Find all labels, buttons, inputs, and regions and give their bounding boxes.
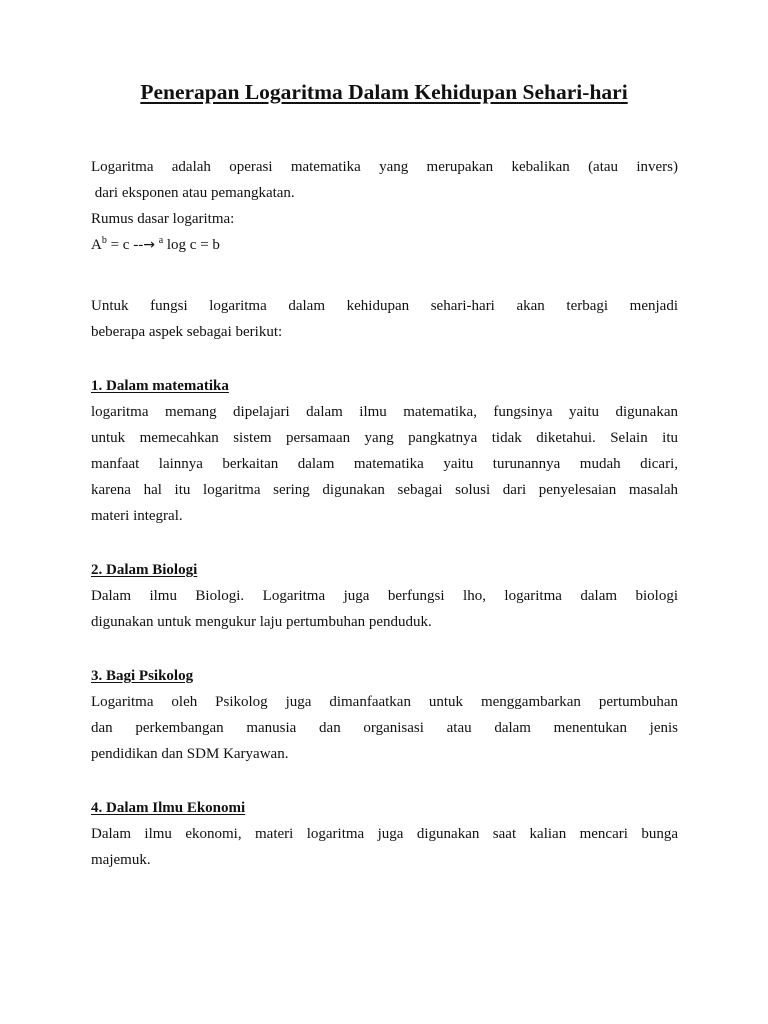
section-heading: 2. Dalam Biologi	[91, 562, 198, 578]
section-psychology	[91, 663, 678, 767]
section-line: digunakan untuk mengukur laju pertumbuhan penduduk.	[91, 614, 432, 630]
formula-base: A	[91, 237, 102, 253]
aspects-line: Untuk fungsi logaritma dalam kehidupan sehari-hari akan terbagi menjadi	[91, 298, 678, 314]
section-line: dan perkembangan manusia dan organisasi atau dalam menentukan jenis	[91, 720, 678, 736]
page-title: Penerapan Logaritma Dalam Kehidupan Sehari-hari	[140, 80, 628, 104]
section-line: majemuk.	[91, 852, 151, 868]
intro-line: dari eksponen atau pemangkatan.	[91, 185, 295, 201]
section-line: manfaat lainnya berkaitan dalam matematika yaitu turunannya mudah dicari,	[91, 456, 678, 472]
section-line: karena hal itu logaritma sering digunakan sebagai solusi dari penyelesaian masalah	[91, 482, 678, 498]
section-economics	[91, 795, 678, 873]
section-line: Dalam ilmu ekonomi, materi logaritma juga digunakan saat kalian mencari bunga	[91, 826, 678, 842]
section-heading: 1. Dalam matematika	[91, 378, 229, 394]
formula-exponent: b	[101, 235, 107, 246]
logarithm-formula	[91, 232, 678, 258]
section-line: untuk memecahkan sistem persamaan yang pangkatnya tidak diketahui. Selain itu	[91, 430, 678, 446]
formula-label: Rumus dasar logaritma:	[91, 211, 235, 227]
formula-log: log c = b	[163, 237, 220, 253]
formula-log-base: a	[158, 235, 164, 246]
intro-paragraph	[91, 154, 678, 258]
section-line: materi integral.	[91, 508, 183, 524]
section-heading: 4. Dalam Ilmu Ekonomi	[91, 800, 246, 816]
section-heading: 3. Bagi Psikolog	[91, 668, 194, 684]
section-biology	[91, 557, 678, 635]
arrow-right-icon: →	[143, 237, 155, 253]
section-line: logaritma memang dipelajari dalam ilmu matematika, fungsinya yaitu digunakan	[91, 404, 678, 420]
section-line: pendidikan dan SDM Karyawan.	[91, 746, 289, 762]
aspects-line: beberapa aspek sebagai berikut:	[91, 324, 283, 340]
section-line: Logaritma oleh Psikolog juga dimanfaatkan untuk menggambarkan pertumbuhan	[91, 694, 678, 710]
section-mathematics	[91, 373, 678, 529]
section-line: Dalam ilmu Biologi. Logaritma juga berfungsi lho, logaritma dalam biologi	[91, 588, 678, 604]
intro-line: Logaritma adalah operasi matematika yang merupakan kebalikan (atau invers)	[91, 159, 678, 175]
aspects-paragraph	[91, 293, 678, 345]
formula-equals: = c --	[106, 237, 144, 253]
